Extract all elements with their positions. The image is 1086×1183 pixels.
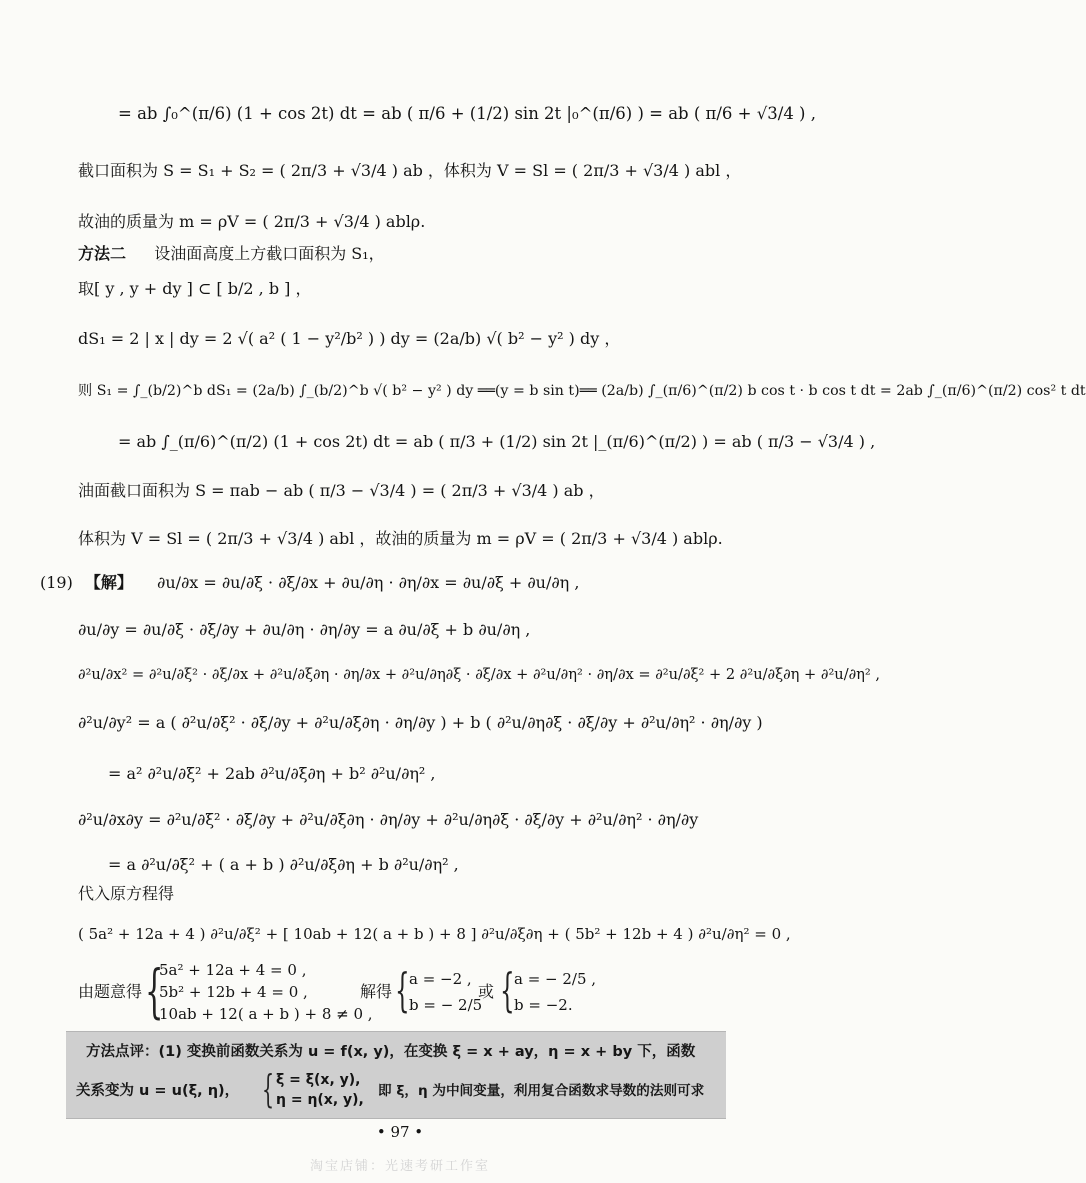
method-comment-panel (66, 1031, 726, 1119)
solution-1-row-1: a = −2 , (409, 970, 472, 988)
eq-line-13: ∂²u/∂x² = ∂²u/∂ξ² · ∂ξ/∂x + ∂²u/∂ξ∂η · ∂η/∂x + ∂²u/∂η∂ξ · ∂ξ/∂x + ∂²u/∂η² · ∂η/∂x = ∂²u/∂ξ² + 2 ∂²u/∂ξ∂η + ∂²u/∂η² , (78, 666, 881, 683)
store-watermark: 淘宝店铺：光速考研工作室 (309, 1159, 490, 1174)
eq-line-8: = ab ∫_(π/6)^(π/2) (1 + cos 2t) dt = ab ( π/3 + (1/2) sin 2t |_(π/6)^(π/2) ) = ab ( π/3 − √3/4 ) , (118, 432, 876, 451)
eq-line-15: = a² ∂²u/∂ξ² + 2ab ∂²u/∂ξ∂η + b² ∂²u/∂η² , (108, 764, 436, 783)
eq-line-9: 油面截口面积为 S = πab − ab ( π/3 − √3/4 ) = ( 2π/3 + √3/4 ) ab ， (78, 481, 605, 500)
or-label: 或 (478, 982, 495, 1001)
left-brace-icon: { (262, 1067, 275, 1111)
panel-system-row-1: ξ = ξ(x, y), (276, 1072, 361, 1088)
condition-system (145, 957, 373, 1029)
solution-system-1 (395, 963, 483, 1022)
eq-line-7: 则 S₁ = ∫_(b/2)^b dS₁ = (2a/b) ∫_(b/2)^b √( b² − y² ) dy ══(y = b sin t)══ (2a/b) ∫_(π/6)^(π/2) b cos t · b cos t dt = 2ab ∫_(π/6)^(π/2) cos² t dt (78, 383, 1086, 399)
solution-system-2 (500, 963, 597, 1022)
condition-label: 由题意得 (78, 982, 143, 1001)
eq-line-6: dS₁ = 2 | x | dy = 2 √( a² ( 1 − y²/b² ) ) dy = (2a/b) √( b² − y² ) dy ， (78, 329, 621, 348)
method-two-line (78, 244, 385, 264)
du-dx-expr: ∂u/∂x = ∂u/∂ξ · ∂ξ/∂x + ∂u/∂η · ∂η/∂x = ∂u/∂ξ + ∂u/∂η , (157, 573, 580, 592)
eq-line-12: ∂u/∂y = ∂u/∂ξ · ∂ξ/∂y + ∂u/∂η · ∂η/∂y = a ∂u/∂ξ + b ∂u/∂η , (78, 620, 531, 639)
condition-row-1: 5a² + 12a + 4 = 0 , (159, 961, 307, 979)
panel-variable-system (262, 1067, 377, 1114)
solution-1-row-2: b = − 2/5 (409, 996, 483, 1014)
eq-line-16: ∂²u/∂x∂y = ∂²u/∂ξ² · ∂ξ/∂y + ∂²u/∂ξ∂η · ∂η/∂y + ∂²u/∂η∂ξ · ∂ξ/∂y + ∂²u/∂η² · ∂η/∂y (78, 810, 699, 829)
condition-row-2: 5b² + 12b + 4 = 0 , (159, 983, 308, 1001)
eq-line-5: 取[ y , y + dy ] ⊂ [ b/2 , b ] ， (78, 279, 312, 298)
left-brace-icon: { (395, 963, 410, 1017)
eq-line-2: 截口面积为 S = S₁ + S₂ = ( 2π/3 + √3/4 ) ab ，体积为 V = Sl = ( 2π/3 + √3/4 ) abl ， (78, 161, 742, 180)
panel-system-row-2: η = η(x, y), (276, 1092, 364, 1108)
problem-19-tag: (19) (40, 573, 73, 592)
eq-line-1: = ab ∫₀^(π/6) (1 + cos 2t) dt = ab ( π/6 + (1/2) sin 2t |₀^(π/6) ) = ab ( π/6 + √3/4 ) , (118, 104, 816, 123)
eq-line-17: = a ∂²u/∂ξ² + ( a + b ) ∂²u/∂ξ∂η + b ∂²u/∂η² , (108, 855, 459, 874)
eq-line-3: 故油的质量为 m = ρV = ( 2π/3 + √3/4 ) ablρ. (78, 212, 426, 231)
method-two-label: 方法二 (78, 244, 127, 263)
left-brace-icon: { (145, 957, 164, 1025)
eq-line-18: 代入原方程得 (78, 884, 175, 903)
eq-line-10: 体积为 V = Sl = ( 2π/3 + √3/4 ) abl ，故油的质量为 m = ρV = ( 2π/3 + √3/4 ) ablρ. (78, 529, 723, 548)
page-number: • 97 • (376, 1123, 424, 1141)
eq-line-19: ( 5a² + 12a + 4 ) ∂²u/∂ξ² + [ 10ab + 12( a + b ) + 8 ] ∂²u/∂ξ∂η + ( 5b² + 12b + 4 ) ∂²u/∂η² = 0 , (78, 925, 791, 943)
solution-label-2: 解得 (360, 982, 393, 1001)
panel-line-2-end: 即 ξ，η 为中间变量，利用复合函数求导数的法则可求 (378, 1083, 705, 1099)
left-brace-icon: { (500, 963, 515, 1017)
condition-row-3: 10ab + 12( a + b ) + 8 ≠ 0 , (159, 1005, 373, 1023)
solution-label: 【解】 (84, 573, 133, 592)
panel-line-1: 方法点评：(1) 变换前函数关系为 u = f(x, y)，在变换 ξ = x + ay，η = x + by 下，函数 (86, 1044, 696, 1060)
eq-line-14: ∂²u/∂y² = a ( ∂²u/∂ξ² · ∂ξ/∂y + ∂²u/∂ξ∂η · ∂η/∂y ) + b ( ∂²u/∂η∂ξ · ∂ξ/∂y + ∂²u/∂η² · ∂η/∂y ) (78, 713, 763, 732)
solution-2-row-1: a = − 2/5 , (514, 970, 597, 988)
panel-line-2-start: 关系变为 u = u(ξ, η)， (76, 1083, 240, 1099)
problem-19-line (40, 573, 579, 593)
solution-2-row-2: b = −2. (514, 996, 573, 1014)
method-two-text: 设油面高度上方截口面积为 S₁， (154, 244, 385, 263)
